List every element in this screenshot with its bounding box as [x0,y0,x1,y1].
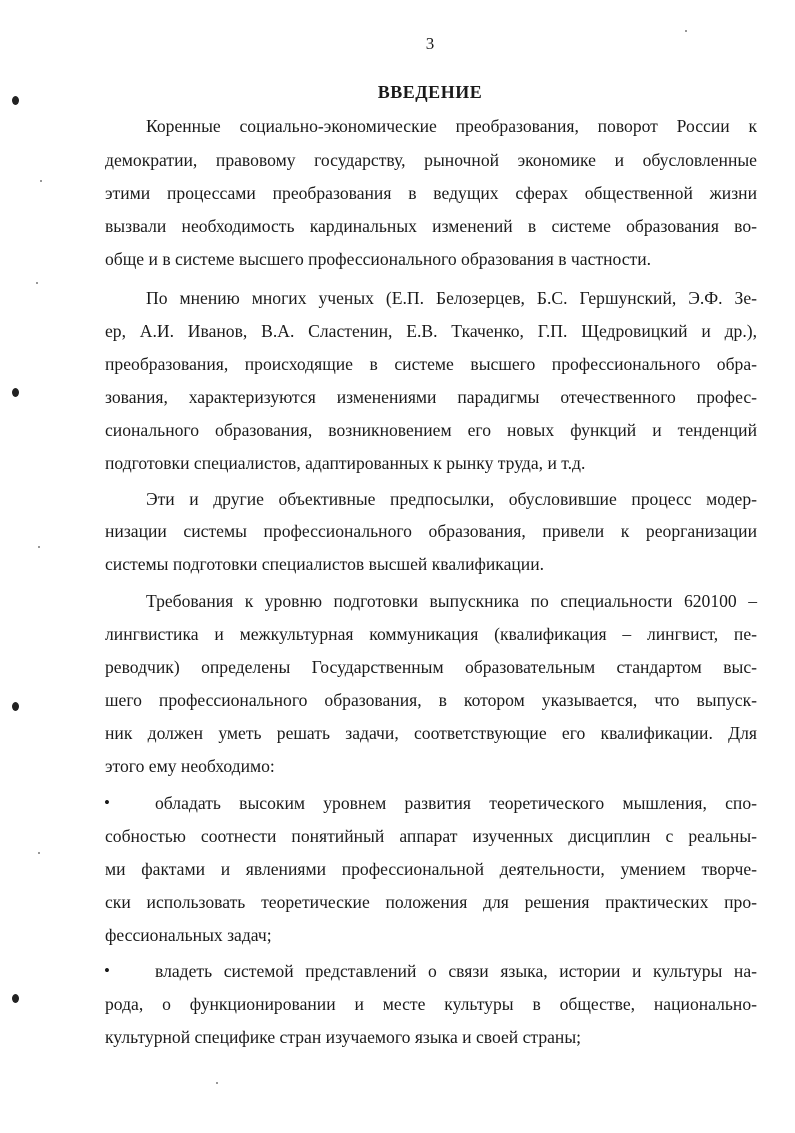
scan-speck [36,282,38,284]
paragraph-1-line-4: вызвали необходимость кардинальных изменений в системе образования во- [105,216,757,236]
scan-speck [40,180,42,182]
paragraph-4-line-5: ник должен уметь решать задачи, соответствующие его квалификации. Для [105,723,757,743]
paragraph-2-line-5: сионального образования, возникновением его новых функций и тенденций [105,420,757,440]
scan-speck [38,852,40,854]
bullet-1-line-2: собностью соотнести понятийный аппарат изученных дисциплин с реальны- [105,826,757,846]
bullet-marker-2: • [104,961,110,980]
paragraph-1-line-5: обще и в системе высшего профессионального образования в частности. [105,249,652,269]
paragraph-1-line-2: демократии, правовому государству, рыночной экономике и обусловленные [105,150,757,170]
paragraph-2-line-3: преобразования, происходящие в системе высшего профессионального обра- [105,354,757,374]
binder-hole-4 [12,994,19,1003]
bullet-1-line-3: ми фактами и явлениями профессиональной деятельности, умением творче- [105,859,757,879]
paragraph-3-line-3: системы подготовки специалистов высшей квалификации. [105,554,545,574]
bullet-2-line-1: владеть системой представлений о связи языка, истории и культуры на- [155,961,757,981]
binder-hole-2 [12,388,19,397]
bullet-marker-1: • [104,793,110,812]
bullet-2-line-3: культурной специфике стран изучаемого языка и своей страны; [105,1027,582,1047]
paragraph-4-line-6: этого ему необходимо: [105,756,275,776]
paragraph-4-line-3: реводчик) определены Государственным образовательным стандартом выс- [105,657,757,677]
page-title: ВВЕДЕНИЕ [377,82,483,102]
paragraph-1-line-1: Коренные социально-экономические преобразования, поворот России к [146,116,757,136]
paragraph-2-line-6: подготовки специалистов, адаптированных к рынку труда, и т.д. [105,453,586,473]
paragraph-2-line-1: По мнению многих ученых (Е.П. Белозерцев, Б.С. Гершунский, Э.Ф. Зе- [146,288,757,308]
bullet-1-line-1: обладать высоким уровнем развития теоретического мышления, спо- [155,793,757,813]
paragraph-3-line-1: Эти и другие объективные предпосылки, обусловившие процесс модер- [146,489,757,509]
bullet-1-line-4: ски использовать теоретические положения для решения практических про- [105,892,757,912]
paragraph-1-line-3: этими процессами преобразования в ведущих сферах общественной жизни [105,183,757,203]
paragraph-4-line-4: шего профессионального образования, в котором указывается, что выпуск- [105,690,757,710]
scan-speck [38,546,40,548]
scan-speck [685,30,687,32]
scan-speck [216,1082,218,1084]
paragraph-2-line-2: ер, А.И. Иванов, В.А. Сластенин, Е.В. Ткаченко, Г.П. Щедровицкий и др.), [105,321,757,341]
paragraph-3-line-2: низации системы профессионального образования, привели к реорганизации [105,521,757,541]
binder-hole-3 [12,702,19,711]
bullet-1-line-5: фессиональных задач; [105,925,272,945]
paragraph-4-line-1: Требования к уровню подготовки выпускника по специальности 620100 – [146,591,757,611]
bullet-2-line-2: рода, о функционировании и месте культуры в обществе, национально- [105,994,757,1014]
paragraph-2-line-4: зования, характеризуются изменениями парадигмы отечественного профес- [105,387,757,407]
paragraph-4-line-2: лингвистика и межкультурная коммуникация (квалификация – лингвист, пе- [105,624,757,644]
page-number: 3 [425,34,435,53]
